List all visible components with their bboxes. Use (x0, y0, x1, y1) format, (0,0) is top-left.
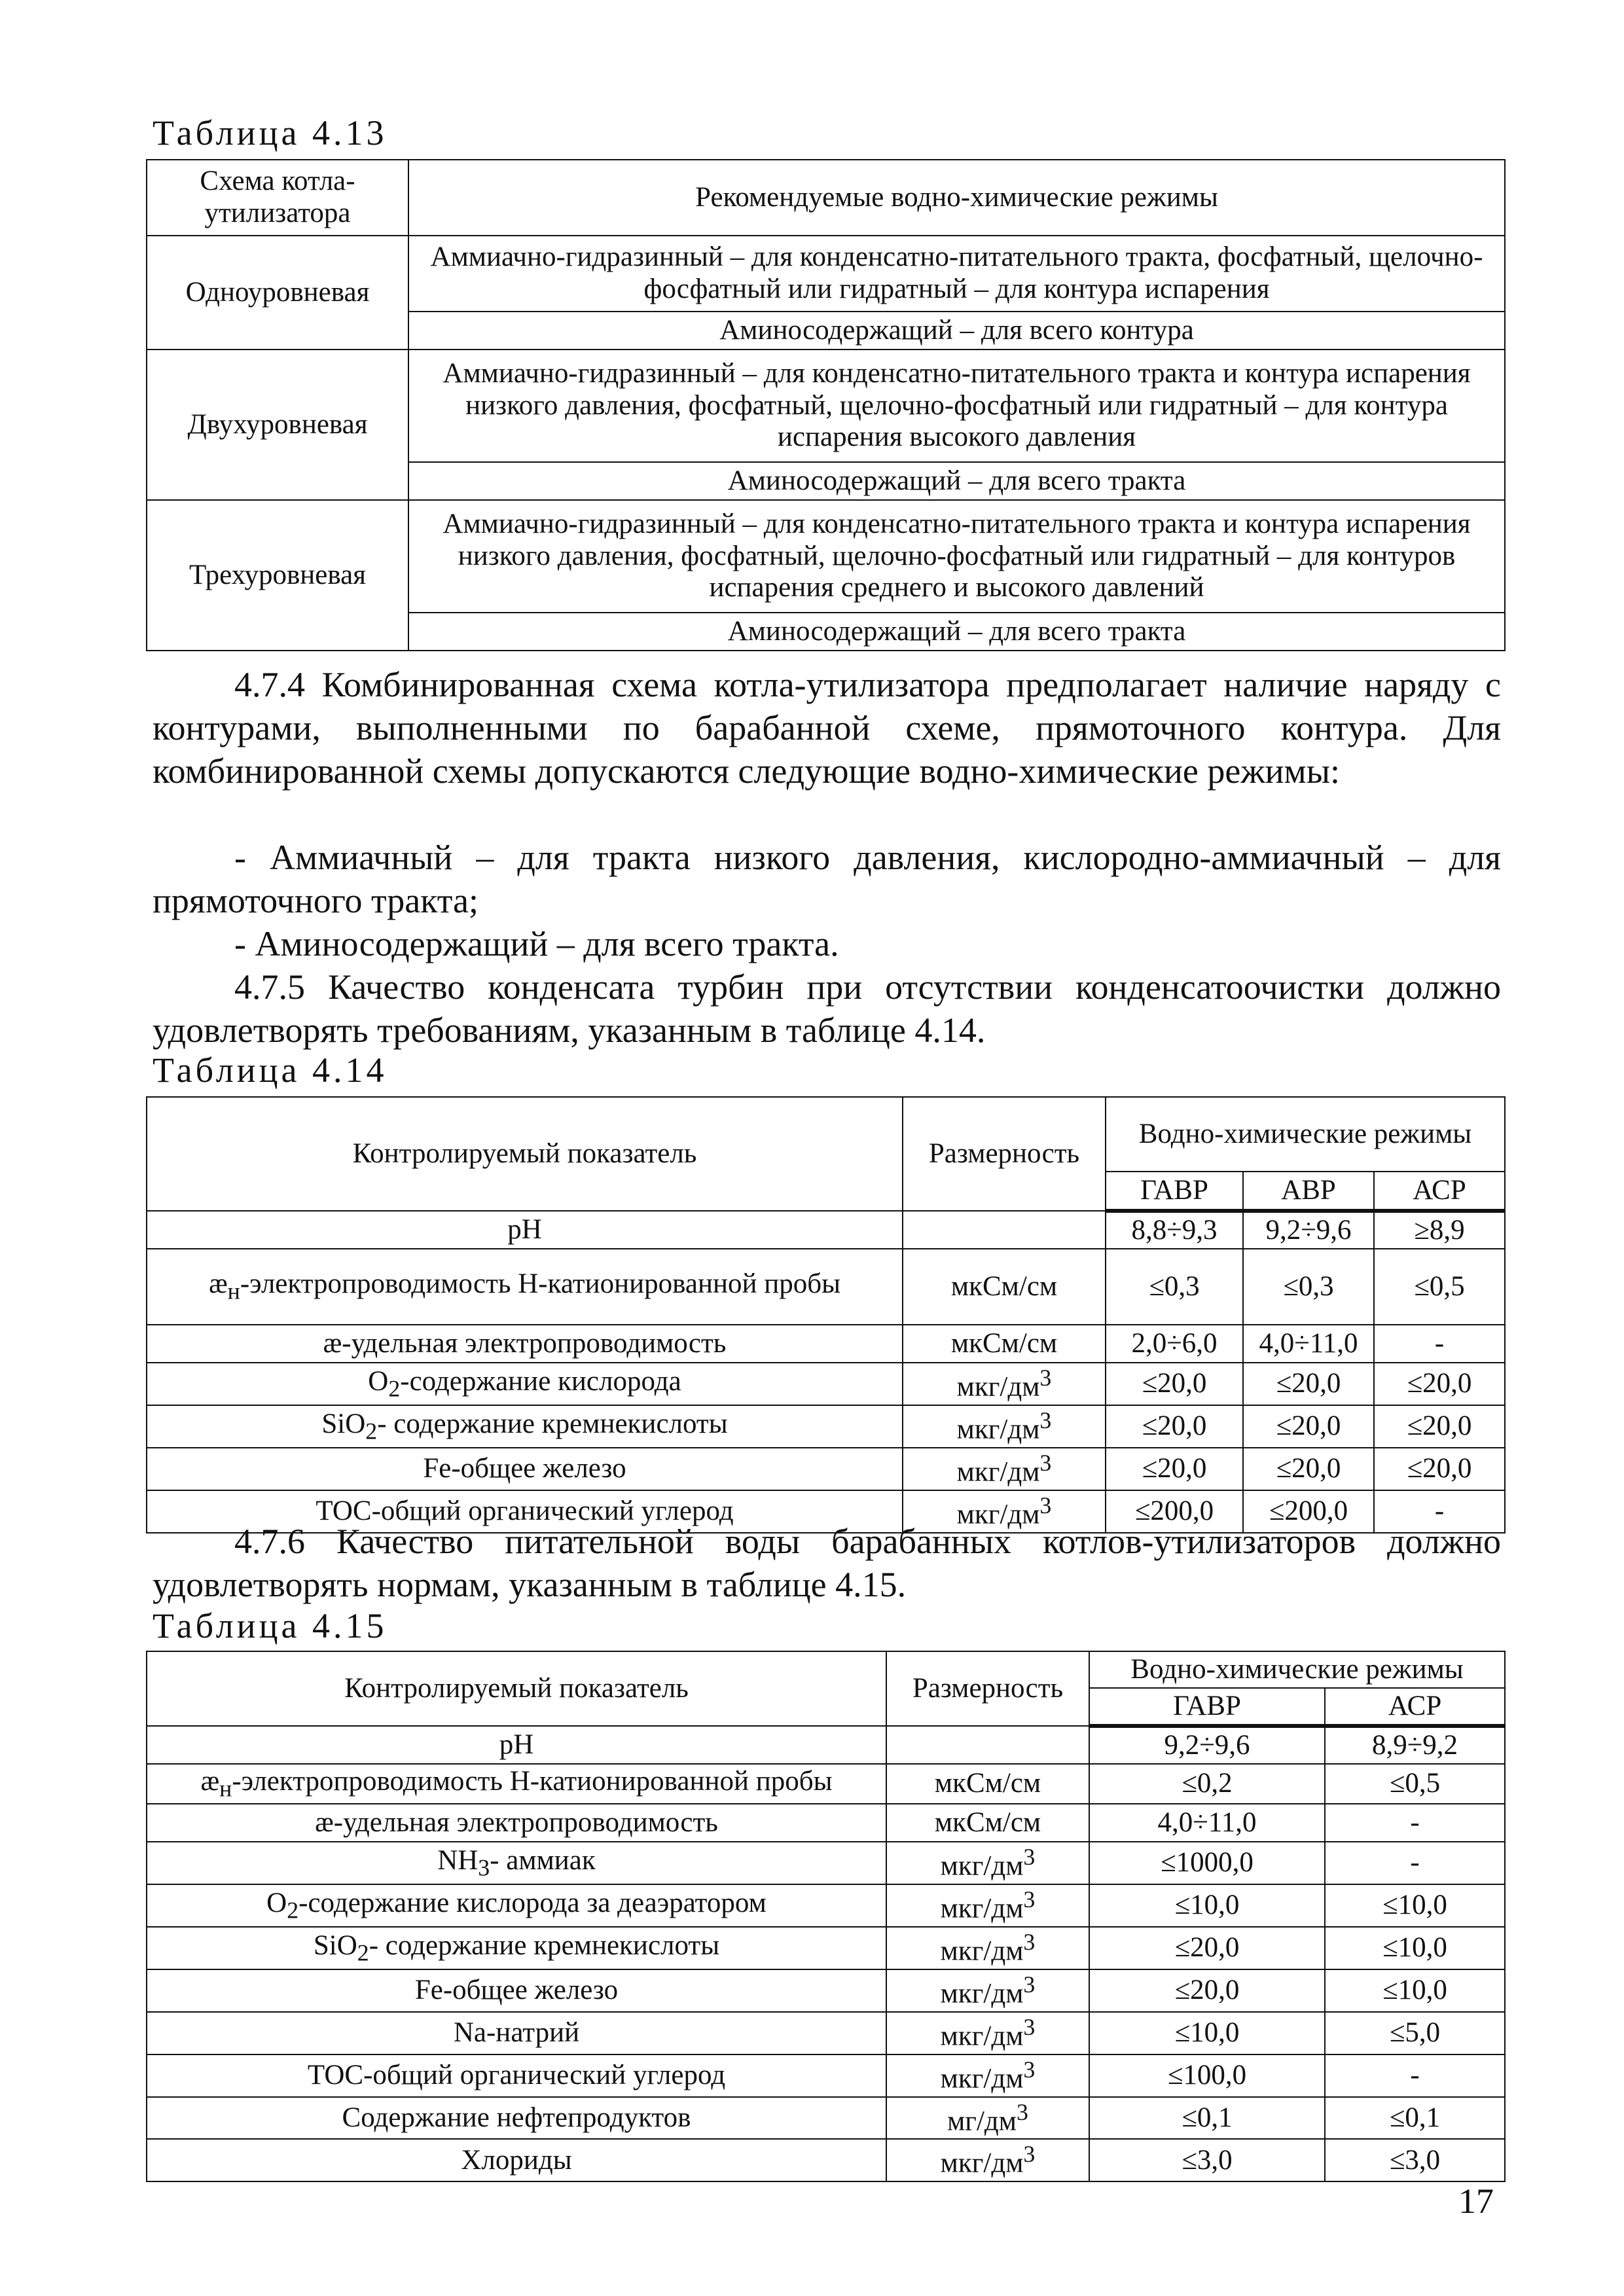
unit-text: мкг/дм (956, 1414, 1040, 1445)
value-cell: ≤20,0 (1106, 1448, 1243, 1490)
unit-cell (886, 2139, 1089, 2181)
param-cell (147, 2139, 886, 2181)
value-cell: ≤20,0 (1374, 1405, 1505, 1448)
header-col-0: ГАВР (1106, 1172, 1243, 1211)
header-modes: Водно-химические режимы (1089, 1651, 1505, 1688)
table-row (147, 2139, 1505, 2181)
value-cell: - (1325, 1842, 1505, 1884)
page-number: 17 (1458, 2181, 1494, 2221)
header-param: Контролируемый показатель (147, 1651, 886, 1726)
unit-text: мкг/дм (956, 1456, 1040, 1488)
param-cell (147, 2012, 886, 2054)
param-cell (147, 1448, 903, 1490)
param-text: æ (208, 1268, 228, 1300)
value-cell: ≤10,0 (1089, 1884, 1325, 1927)
unit-superscript: 3 (1039, 1492, 1052, 1518)
value-cell: ≤20,0 (1243, 1405, 1374, 1448)
header-unit: Размерность (886, 1651, 1089, 1726)
value-cell: 9,2÷9,6 (1089, 1726, 1325, 1764)
param-subscript: 2 (388, 1375, 401, 1402)
param-text: pH (507, 1213, 542, 1245)
unit-cell (886, 2012, 1089, 2054)
table-4-13 (146, 159, 1506, 651)
header-col-1: АСР (1325, 1688, 1505, 1726)
param-cell (147, 1249, 903, 1325)
table-row (147, 1448, 1505, 1490)
table-4-13-caption: Таблица 4.13 (153, 113, 388, 152)
paragraph-4-7-4: 4.7.4 Комбинированная схема котла-утилизатора предполагает наличие наряду с контурами, выполненными по барабанной схеме, прямоточного контура. Для комбинированной схемы допускаются следующие водно-химические режимы: (153, 665, 1501, 791)
unit-text: мг/дм (947, 2105, 1017, 2136)
unit-superscript: 3 (1039, 1407, 1052, 1433)
unit-text: мкСм/см (934, 1806, 1041, 1838)
param-text: Fe-общее железо (414, 1974, 619, 2005)
value-cell: ≤0,1 (1089, 2097, 1325, 2140)
unit-superscript: 3 (1039, 1365, 1052, 1391)
unit-text: мкСм/см (950, 1270, 1058, 1302)
table-row (147, 350, 1505, 462)
value-cell: 4,0÷11,0 (1089, 1804, 1325, 1842)
param-text: æ (200, 1766, 220, 1797)
param-subscript: 2 (365, 1418, 378, 1444)
param-text: O (266, 1887, 287, 1918)
table-row (147, 1325, 1505, 1363)
value-cell: ≤0,5 (1374, 1249, 1505, 1325)
unit-cell (903, 1405, 1106, 1448)
value-cell: - (1325, 2054, 1505, 2097)
value-cell: ≤20,0 (1106, 1405, 1243, 1448)
value-cell: ≤1000,0 (1089, 1842, 1325, 1884)
table-4-15-caption: Таблица 4.15 (153, 1606, 388, 1645)
table-row (147, 2054, 1505, 2097)
value-cell: ≤10,0 (1325, 1969, 1505, 2012)
mode-cell: Аммиачно-гидразинный – для конденсатно-питательного тракта и контура испарения низкого давления, фосфатный, щелочно-фосфатный или гидратный – для контуров испарения среднего и высокого давлений (408, 500, 1505, 613)
param-text: Na-натрий (453, 2017, 580, 2048)
unit-cell (903, 1448, 1106, 1490)
unit-cell (886, 1804, 1089, 1842)
unit-superscript: 3 (1016, 2098, 1028, 2125)
table-row (147, 236, 1505, 312)
value-cell: ≤20,0 (1106, 1363, 1243, 1405)
param-subscript: 2 (357, 1939, 369, 1966)
param-cell (147, 2097, 886, 2140)
header-modes: Рекомендуемые водно-химические режимы (408, 160, 1505, 236)
value-cell: ≤3,0 (1089, 2139, 1325, 2181)
param-cell (147, 1211, 903, 1249)
param-cell (147, 1804, 886, 1842)
value-cell: ≤20,0 (1243, 1363, 1374, 1405)
param-text: TOC-общий органический углерод (316, 1495, 734, 1526)
unit-superscript: 3 (1023, 1928, 1036, 1955)
param-cell (147, 1726, 886, 1764)
list-item-2: - Аминосодержащий – для всего тракта. (234, 924, 839, 963)
unit-text: мкг/дм (940, 1978, 1024, 2009)
value-cell: ≤0,2 (1089, 1764, 1325, 1804)
unit-superscript: 3 (1023, 2056, 1036, 2083)
unit-superscript: 3 (1023, 2141, 1036, 2168)
header-col-2: АСР (1374, 1172, 1505, 1211)
table-4-15 (146, 1651, 1506, 2182)
header-scheme: Схема котла-утилизатора (147, 160, 408, 236)
list-item-1: - Аммиачный – для тракта низкого давления, кислородно-аммиачный – для прямоточного тракта; (153, 838, 1501, 920)
param-cell (147, 1927, 886, 1969)
value-cell: ≤0,1 (1325, 2097, 1505, 2140)
param-text: Содержание нефтепродуктов (342, 2102, 691, 2133)
param-rest: -содержание кислорода (400, 1365, 681, 1397)
param-text: æ-удельная электропроводимость (315, 1806, 718, 1838)
param-subscript: н (227, 1278, 240, 1305)
mode-cell: Аминосодержащий – для всего тракта (408, 613, 1505, 651)
unit-text: мкСм/см (934, 1768, 1041, 1799)
value-cell: - (1374, 1325, 1505, 1363)
value-cell: - (1374, 1490, 1505, 1533)
param-rest: - содержание кремнекислоты (377, 1408, 728, 1439)
param-text: NH (437, 1844, 478, 1876)
table-row (147, 2097, 1505, 2140)
param-cell (147, 1325, 903, 1363)
param-text: SiO (313, 1929, 357, 1961)
param-subscript: н (219, 1775, 232, 1802)
table-row (147, 1211, 1505, 1249)
param-text: Fe-общее железо (423, 1452, 626, 1484)
value-cell: 4,0÷11,0 (1243, 1325, 1374, 1363)
value-cell: ≤5,0 (1325, 2012, 1505, 2054)
unit-superscript: 3 (1023, 2013, 1036, 2040)
param-text: Хлориды (461, 2144, 572, 2176)
paragraph-4-7-5: 4.7.5 Качество конденсата турбин при отсутствии конденсатоочистки должно удовлетворять требованиям, указанным в таблице 4.14. (153, 967, 1501, 1050)
unit-superscript: 3 (1023, 1886, 1036, 1912)
unit-cell (886, 1884, 1089, 1927)
unit-text: мкг/дм (940, 2147, 1024, 2179)
table-row (147, 1804, 1505, 1842)
paragraph-4-7-6: 4.7.6 Качество питательной воды барабанных котлов-утилизаторов должно удовлетворять нормам, указанным в таблице 4.15. (153, 1522, 1501, 1604)
unit-text: мкг/дм (940, 2062, 1024, 2094)
unit-text: мкг/дм (956, 1371, 1040, 1403)
param-text: SiO (321, 1408, 366, 1439)
param-cell (147, 1842, 886, 1884)
param-text: O (368, 1365, 389, 1397)
unit-cell (903, 1325, 1106, 1363)
table-4-14-caption: Таблица 4.14 (153, 1050, 388, 1090)
value-cell: ≤20,0 (1243, 1448, 1374, 1490)
table-row (147, 2012, 1505, 2054)
value-cell: ≥8,9 (1374, 1211, 1505, 1249)
table-row (147, 1249, 1505, 1325)
param-subscript: 3 (478, 1854, 490, 1881)
value-cell: ≤10,0 (1325, 1927, 1505, 1969)
unit-superscript: 3 (1023, 1844, 1036, 1871)
unit-superscript: 3 (1023, 1971, 1036, 1998)
table-row (147, 1884, 1505, 1927)
unit-text: мкг/дм (956, 1499, 1040, 1530)
table-row (147, 1405, 1505, 1448)
table-row (147, 1927, 1505, 1969)
scheme-cell: Двухуровневая (147, 350, 408, 500)
unit-cell (886, 1927, 1089, 1969)
param-cell (147, 1405, 903, 1448)
header-unit: Размерность (903, 1097, 1106, 1211)
table-row (147, 1726, 1505, 1764)
unit-text: мкг/дм (940, 1893, 1024, 1924)
param-cell (147, 1764, 886, 1804)
param-rest: -электропроводимость Н-катионированной пробы (240, 1268, 841, 1300)
mode-cell: Аммиачно-гидразинный – для конденсатно-питательного тракта и контура испарения низкого давления, фосфатный, щелочно-фосфатный или гидратный – для контура испарения высокого давления (408, 350, 1505, 462)
value-cell: ≤20,0 (1374, 1363, 1505, 1405)
header-modes: Водно-химические режимы (1106, 1097, 1505, 1172)
param-rest: - аммиак (490, 1844, 596, 1876)
table-row (147, 1969, 1505, 2012)
value-cell: ≤100,0 (1089, 2054, 1325, 2097)
value-cell: 2,0÷6,0 (1106, 1325, 1243, 1363)
scheme-cell: Одноуровневая (147, 236, 408, 350)
value-cell: 8,8÷9,3 (1106, 1211, 1243, 1249)
value-cell: - (1325, 1804, 1505, 1842)
table-row (147, 1764, 1505, 1804)
scheme-cell: Трехуровневая (147, 500, 408, 651)
value-cell: ≤0,3 (1106, 1249, 1243, 1325)
unit-text: мкСм/см (950, 1327, 1058, 1359)
value-cell: ≤200,0 (1243, 1490, 1374, 1533)
value-cell: 9,2÷9,6 (1243, 1211, 1374, 1249)
unit-cell (886, 1726, 1089, 1764)
value-cell: ≤10,0 (1325, 1884, 1505, 1927)
param-cell (147, 1363, 903, 1405)
table-row (147, 1363, 1505, 1405)
param-rest: -электропроводимость Н-катионированной пробы (232, 1766, 833, 1797)
header-col-1: АВР (1243, 1172, 1374, 1211)
param-subscript: 2 (287, 1897, 299, 1924)
value-cell: ≤3,0 (1325, 2139, 1505, 2181)
unit-cell (886, 2097, 1089, 2140)
value-cell: ≤0,3 (1243, 1249, 1374, 1325)
table-row (147, 500, 1505, 613)
unit-cell (903, 1249, 1106, 1325)
param-rest: - содержание кремнекислоты (369, 1929, 720, 1961)
param-text: TOC-общий органический углерод (307, 2059, 726, 2090)
header-col-0: ГАВР (1089, 1688, 1325, 1726)
value-cell: ≤10,0 (1089, 2012, 1325, 2054)
unit-cell (903, 1363, 1106, 1405)
param-cell (147, 2054, 886, 2097)
unit-cell (886, 1842, 1089, 1884)
unit-text: мкг/дм (940, 2020, 1024, 2052)
unit-cell (886, 2054, 1089, 2097)
unit-text: мкг/дм (940, 1935, 1024, 1967)
header-param: Контролируемый показатель (147, 1097, 903, 1211)
unit-text: мкг/дм (940, 1850, 1024, 1882)
unit-cell (903, 1211, 1106, 1249)
value-cell: ≤200,0 (1106, 1490, 1243, 1533)
param-cell (147, 1884, 886, 1927)
table-4-14 (146, 1096, 1506, 1534)
param-text: pH (499, 1729, 534, 1760)
mode-cell: Аминосодержащий – для всего контура (408, 312, 1505, 350)
value-cell: 8,9÷9,2 (1325, 1726, 1505, 1764)
param-cell (147, 1969, 886, 2012)
unit-cell (886, 1764, 1089, 1804)
value-cell: ≤20,0 (1374, 1448, 1505, 1490)
value-cell: ≤20,0 (1089, 1927, 1325, 1969)
value-cell: ≤20,0 (1089, 1969, 1325, 2012)
mode-cell: Аминосодержащий – для всего тракта (408, 462, 1505, 500)
unit-cell (886, 1969, 1089, 2012)
param-text: æ-удельная электропроводимость (323, 1327, 727, 1359)
unit-superscript: 3 (1039, 1449, 1052, 1476)
table-row (147, 1842, 1505, 1884)
value-cell: ≤0,5 (1325, 1764, 1505, 1804)
mode-cell: Аммиачно-гидразинный – для конденсатно-питательного тракта, фосфатный, щелочно-фосфатный или гидратный – для контура испарения (408, 236, 1505, 312)
param-rest: -содержание кислорода за деаэратором (298, 1887, 767, 1918)
